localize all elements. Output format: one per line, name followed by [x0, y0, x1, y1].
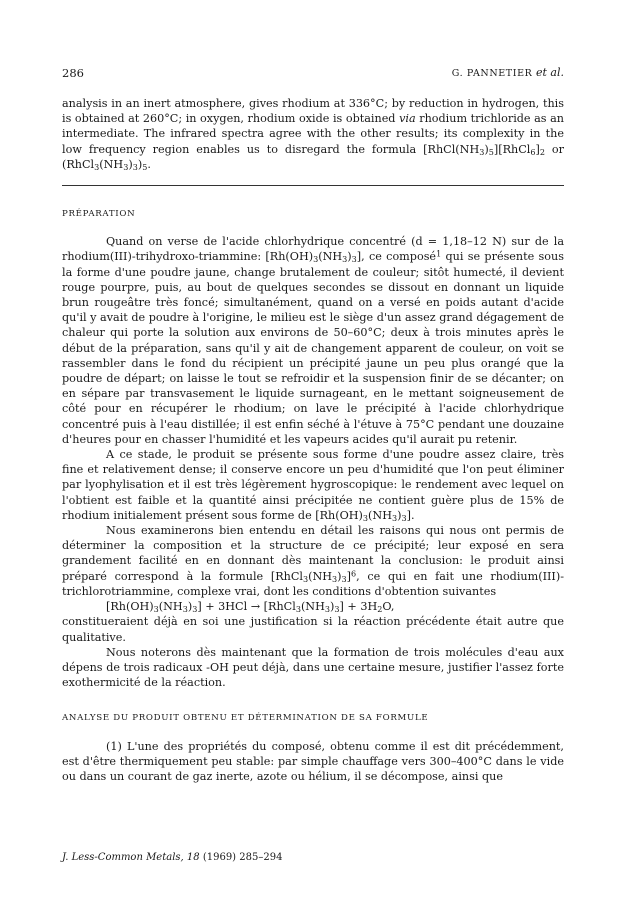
running-head [452, 66, 564, 79]
section-divider [62, 185, 564, 186]
journal-citation: J. Less-Common Metals, 18 (1969) 285–294 [62, 852, 283, 863]
running-head-et-al: et al. [536, 66, 564, 79]
running-head-author: G. PANNETIER [451, 68, 533, 79]
intro-paragraph: analysis in an inert atmosphere, gives rhodium at 336°C; by reduction in hydrogen, this is obtained at 260°C; in oxygen, rhodium oxide is obtained via rhodium trichloride as an intermediate. The infrared spectra agree with the other results; its complexity in the low frequency region enables us to disregard the formula $[RhCl(NH_3)_5][RhCl_6]_2$ or $(RhCl_3(NH_3)_3)_5$. [62, 97, 565, 172]
footnote-ref: 1 [436, 249, 442, 259]
paragraph-preparation-1: Quand on verse de l'acide chlorhydrique concentré (d = 1,18–12 N) sur de la rhodium(III)-trihydroxo-triammine: $[Rh(OH)_3(NH_3)_3]$, ce composé$^1$ qui se présente sous la forme d'une poudre jaune, change brutalement de couleur; sitôt humecté, il devient rouge pourpre, puis, au bout de quelques secondes se dissout en donnant un liquide brun rougeâtre très foncé; simultanément, quand on a versé en poids autant d'acide qu'il y avait de poudre à l'origine, le milieu est le siège d'un assez grand dégagement de chaleur qui porte la solution aux environs de 50–60°C; deux à trois minutes après le début de la préparation, sans qu'il y ait de changement apparent de couleur, on voit se rassembler dans le fond du récipient un précipité jaune un peu plus orangé que la poudre de départ; on laisse le tout se refroidir et la suspension finir de se décanter; on en sépare par transvasement le liquide surnageant, en le mettant soigneusement de côté pour en récupérer le rhodium; on lave le précipité à l'acide chlorhydrique concentré puis à l'eau distillée; il est enfin séché à l'étuve à 75°C pendant une douzaine d'heures pour en chasser l'humidité et les vapeurs acides qu'il aurait pu retenir. [62, 235, 564, 446]
article-body [62, 96, 564, 784]
section-heading-analysis: ANALYSE DU PRODUIT OBTENU ET DÉTERMINATION DE SA FORMULE [62, 713, 429, 724]
page-number: 286 [62, 66, 84, 80]
paragraph-preparation-3: Nous examinerons bien entendu en détail les raisons qui nous ont permis de déterminer la composition et la structure de ce précipité; leur exposé en sera grandement facilité en en donnant dès maintenant la conclusion: le produit ainsi préparé correspond à la formule $[RhCl_3(NH_3)_3]^6$, ce qui en fait une rhodium(III)-trichlorotriammine, complexe vrai, dont les conditions d'obtention suivantes [62, 524, 564, 598]
reaction-equation: $[Rh(OH)_3(NH_3)_3] + 3HCl$ → $[RhCl_3(NH_3)_3] + 3H_2O$, [106, 600, 395, 615]
footnote-ref: 6 [351, 569, 357, 579]
paragraph-preparation-4: constitueraient déjà en soi une justification si la réaction précédente était autre que qualitative. [62, 615, 564, 644]
page-header [62, 66, 564, 82]
paragraph-preparation-5: Nous noterons dès maintenant que la formation de trois molécules d'eau aux dépens de trois radicaux -OH peut déjà, dans une certaine mesure, justifier l'assez forte exothermicité de la réaction. [62, 645, 564, 690]
section-heading-preparation: PRÉPARATION [62, 209, 136, 220]
paragraph-preparation-2: A ce stade, le produit se présente sous forme d'une poudre assez claire, très fine et relativement dense; il conserve encore un peu d'humidité que l'on peut éliminer par lyophylisation et il est très légèrement hygroscopique: le rendement avec lequel on l'obtient est faible et la quantité ainsi précipitée ne contient guère plus de 15% de rhodium initialement présent sous forme de $[Rh(OH)_3(NH_3)_3]$. [62, 448, 564, 523]
paragraph-analysis-1: (1) L'une des propriétés du composé, obtenu comme il est dit précédemment, est d'être thermiquement peu stable: par simple chauffage vers 300–400°C dans le vide ou dans un courant de gaz inerte, azote ou hélium, il se décompose, ainsi que [62, 739, 564, 783]
